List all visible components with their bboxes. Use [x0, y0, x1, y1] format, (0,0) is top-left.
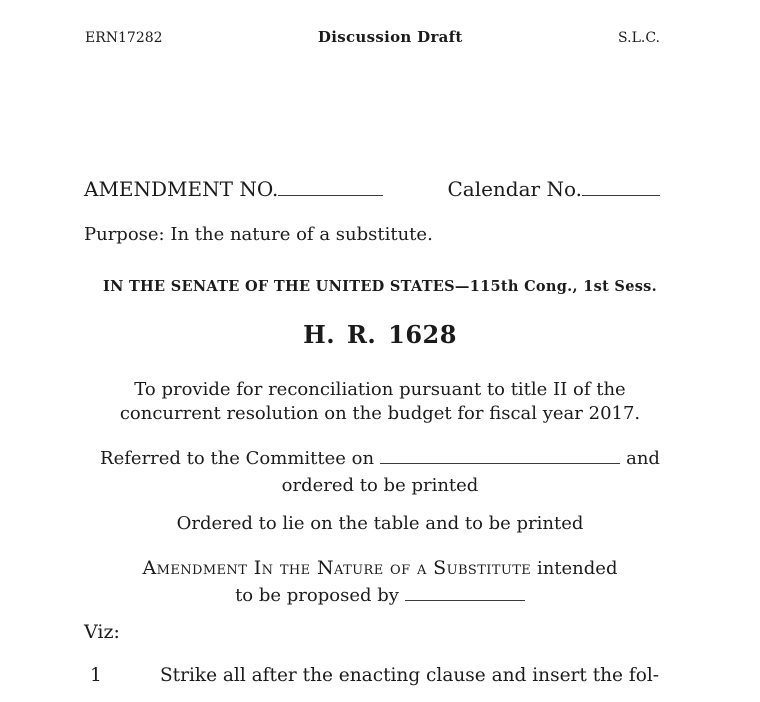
referral-prefix: Referred to the Committee on [100, 448, 375, 469]
substitute-smallcaps: Amendment In the Nature of a Substitute [142, 557, 532, 579]
body-line-text: Strike all after the enacting clause and insert the fol- [160, 665, 660, 686]
amendment-calendar-row [84, 177, 660, 201]
substitute-line1 [0, 555, 760, 582]
header-title: Discussion Draft [317, 28, 463, 46]
amendment-number-label: AMENDMENT NO. [84, 177, 279, 201]
referral-line1 [0, 445, 760, 472]
amendment-number-blank [278, 178, 383, 196]
purpose-line: Purpose: In the nature of a substitute. [84, 224, 433, 245]
table-order-line: Ordered to lie on the table and to be printed [176, 513, 584, 534]
referral-line2: ordered to be printed [281, 475, 479, 496]
substitute-line2 [0, 582, 760, 609]
senate-caption: IN THE SENATE OF THE UNITED STATES—115th Cong., 1st Sess. [102, 278, 657, 295]
header-draft-code: ERN17282 [85, 30, 163, 46]
document-header [85, 28, 660, 46]
viz-label: Viz: [84, 621, 120, 643]
referral-block [0, 445, 760, 499]
proposed-by-label: to be proposed by [235, 585, 399, 606]
long-title [0, 378, 760, 426]
proposed-by-blank [405, 585, 525, 601]
long-title-line2: concurrent resolution on the budget for fiscal year 2017. [119, 403, 641, 424]
calendar-number-blank [582, 178, 660, 196]
amendment-number-field [84, 177, 383, 201]
header-office-code: S.L.C. [618, 30, 660, 46]
referral-suffix: and [626, 448, 660, 469]
long-title-line1: To provide for reconciliation pursuant to title II of the [134, 379, 626, 400]
committee-name-blank [380, 448, 620, 464]
bill-number: H. R. 1628 [303, 320, 457, 349]
calendar-number-field [447, 177, 660, 201]
substitute-block [0, 555, 760, 609]
body-line-number: 1 [90, 665, 102, 686]
substitute-suffix: intended [536, 558, 618, 579]
calendar-number-label: Calendar No. [447, 177, 582, 201]
